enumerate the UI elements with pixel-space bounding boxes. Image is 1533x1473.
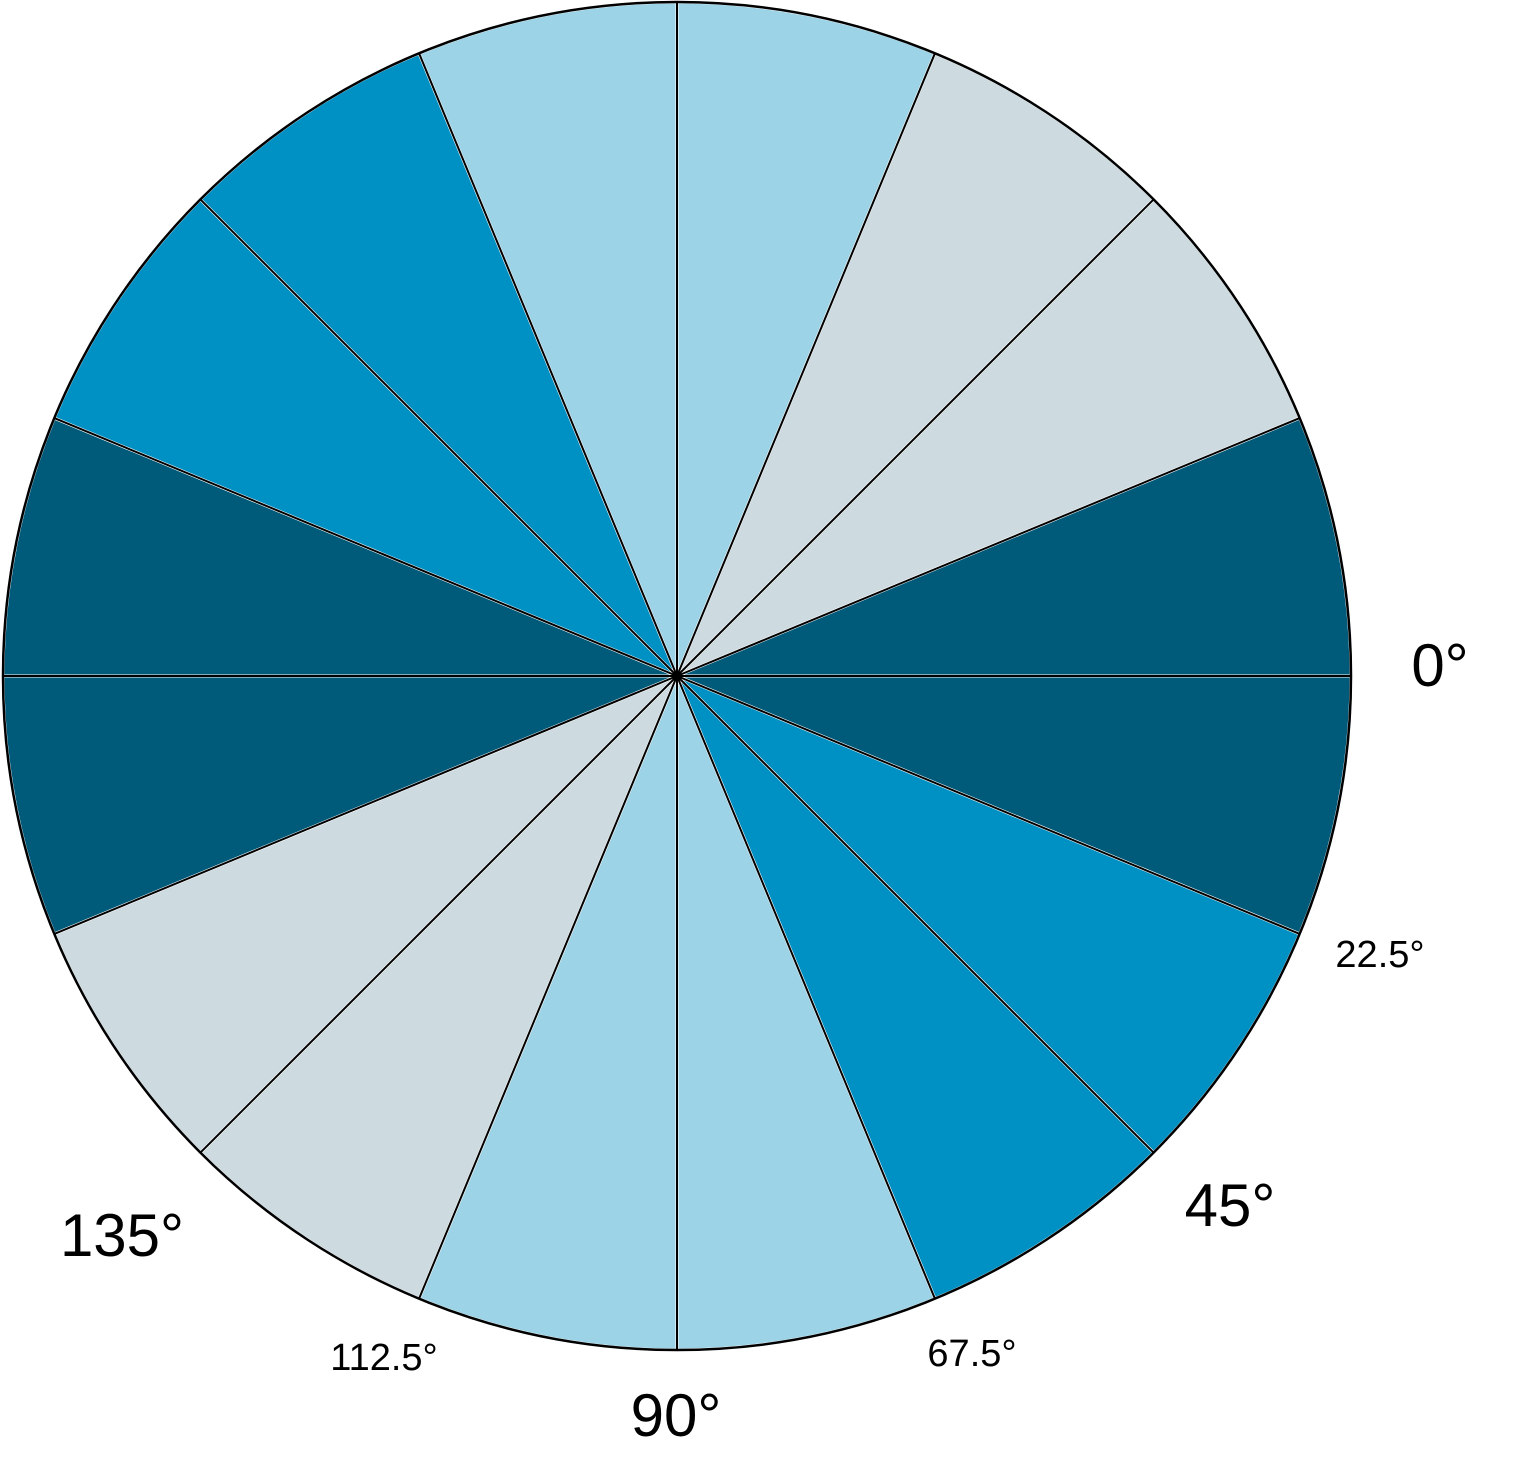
angle-label-112-5: 112.5°	[330, 1337, 438, 1380]
angle-label-67-5: 67.5°	[927, 1333, 1017, 1376]
sector-outline-group	[3, 2, 1351, 1350]
angle-label-22-5: 22.5°	[1335, 934, 1425, 977]
angle-label-135: 135°	[59, 1201, 185, 1269]
angle-label-0: 0°	[1411, 631, 1469, 699]
angle-label-90: 90°	[630, 1381, 722, 1449]
angle-label-45: 45°	[1184, 1171, 1276, 1239]
